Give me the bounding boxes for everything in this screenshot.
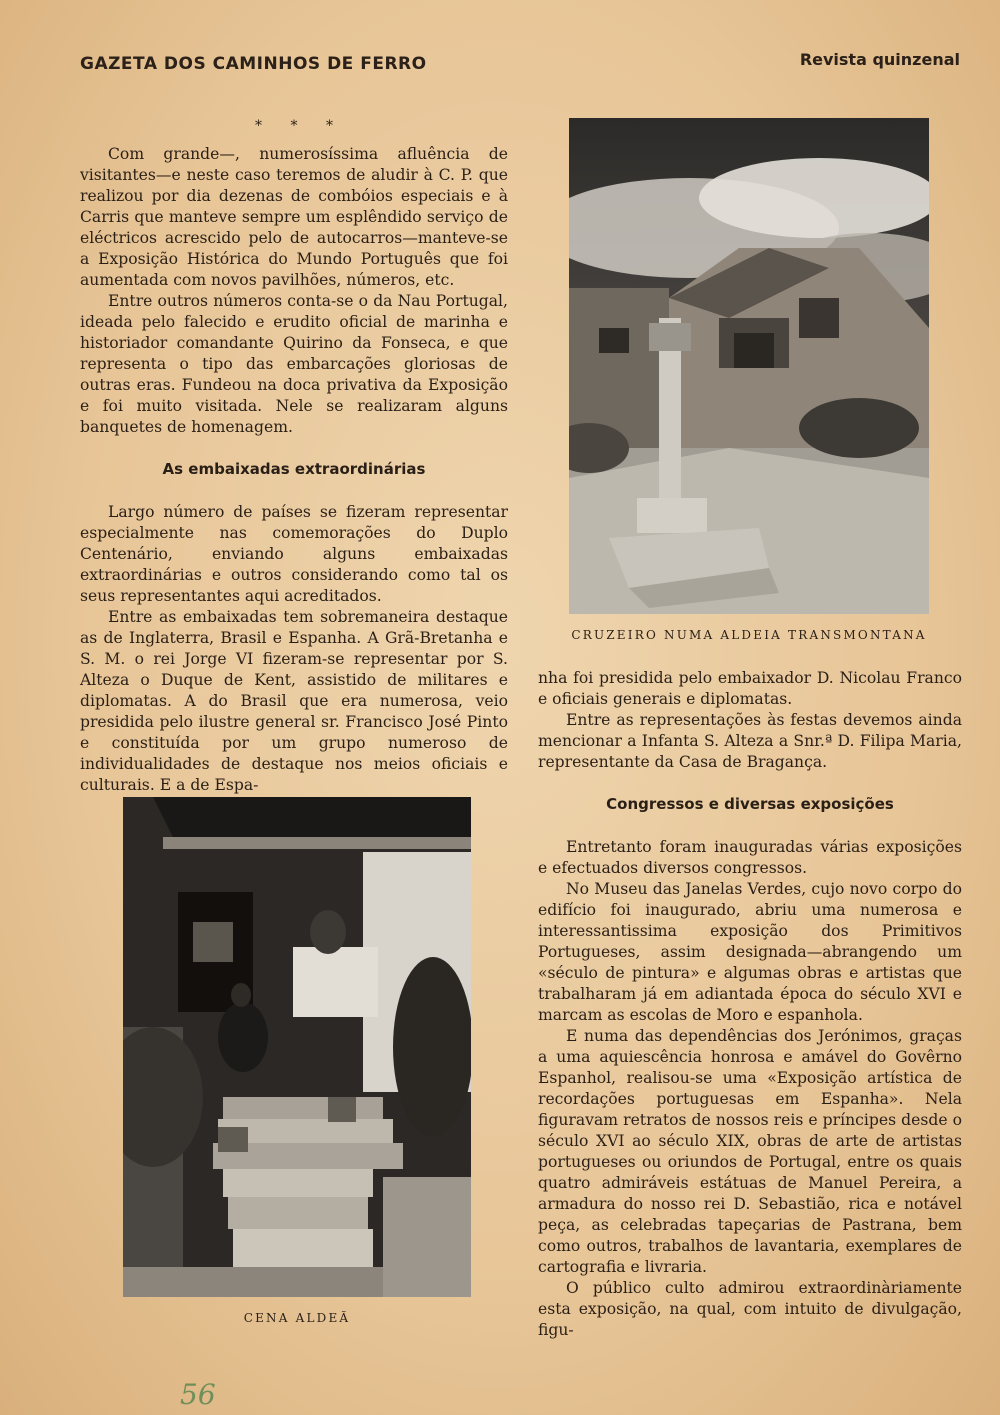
paragraph: Entre as representações às festas devemos ainda mencionar a Infanta S. Alteza a Snr.ª D. Filipa Maria, representante da Casa de Bragança. [538,711,962,771]
paragraph: nha foi presidida pelo embaixador D. Nicolau Franco e oficiais generais e diplomatas. [538,669,962,708]
photo-cena-aldea [123,797,471,1297]
section-heading: Congressos e diversas exposições [606,795,894,813]
figure-caption: CENA ALDEÃ [243,1311,351,1325]
paragraph: E numa das dependências dos Jerónimos, graças a uma aquiescência honrosa e amável do Govêrno Espanhol, realisou-se uma «Exposição artística de recordações portuguesas em Espanha». Nela figuravam retratos de nossos reis e príncipes desde o século XVI ao século XIX, obras de arte de artistas portugueses ou oriundos de Portugal, entre os quais quatro admiráveis estátuas de Manuel Pereira, a armadura do nosso rei D. Sebastião, rica e notável peça, as celebradas tapeçarias de Pastrana, bem como outros, trabalhos de lavantaria, exemplares de cartografia e livraria. [538,1027,962,1276]
figure-cruzeiro [569,118,929,642]
paragraph: Com grande—, numerosíssima afluência de visitantes—e neste caso teremos de aludir à C. P. que realizou por dia dezenas de combóios especiais e à Carris que manteve sempre um esplêndido serviço de eléctricos acrescido pelo de autocarros—manteve-se a Exposição Histórica do Mundo Português que foi aumentada com novos pavilhões, números, etc. [80,145,508,289]
paragraph: Entre as embaixadas tem sobremaneira destaque as de Inglaterra, Brasil e Espanha. A Grã-Bretanha e S. M. o rei Jorge VI fizeram-se representar por S. Alteza o Duque de Kent, assistido de militares e diplomatas. A do Brasil que era numerosa, veio presidida pelo ilustre general sr. Francisco José Pinto e constituída por um grupo numeroso de individualidades de destaque nos meios oficiais e culturais. E a de Espa- [80,608,508,794]
right-column [538,668,962,1341]
left-column [80,118,508,796]
figure-cena-aldea [123,797,471,1325]
paragraph: No Museu das Janelas Verdes, cujo novo corpo do edifício foi inaugurado, abriu uma numerosa e interessantissima exposição dos Primitivos Portugueses, assim designada—abrangendo um «século de pintura» e algumas obras e artistas que trabalharam já em adiantada época do século XVI e marcam as escolas de Moro e espanhola. [538,880,962,1024]
magazine-title: GAZETA DOS CAMINHOS DE FERRO [80,54,427,74]
paragraph: Largo número de países se fizeram representar especialmente nas comemorações do Duplo Centenário, enviando alguns embaixadas extraordinárias e outros considerando como tal os seus representantes aqui acreditados. [80,503,508,605]
paragraph: O público culto admirou extraordinàriamente esta exposição, na qual, com intuito de divulgação, figu- [538,1279,962,1339]
paragraph: Entretanto foram inauguradas várias exposições e efectuados diversos congressos. [538,838,962,877]
section-heading: As embaixadas extraordinárias [162,460,426,478]
magazine-subtitle: Revista quinzenal [799,50,960,69]
figure-caption: CRUZEIRO NUMA ALDEIA TRANSMONTANA [571,628,927,642]
section-ornament: * * * [255,118,345,134]
paragraph: Entre outros números conta-se o da Nau Portugal, ideada pelo falecido e erudito oficial de marinha e historiador comandante Quirino da Fonseca, e que representa o tipo das embarcações gloriosas de outras eras. Fundeou na doca privativa da Exposição e foi muito visitada. Nele se realizaram alguns banquetes de homenagem. [80,292,508,436]
page-number: 56 [180,1378,216,1411]
photo-cruzeiro [569,118,929,614]
